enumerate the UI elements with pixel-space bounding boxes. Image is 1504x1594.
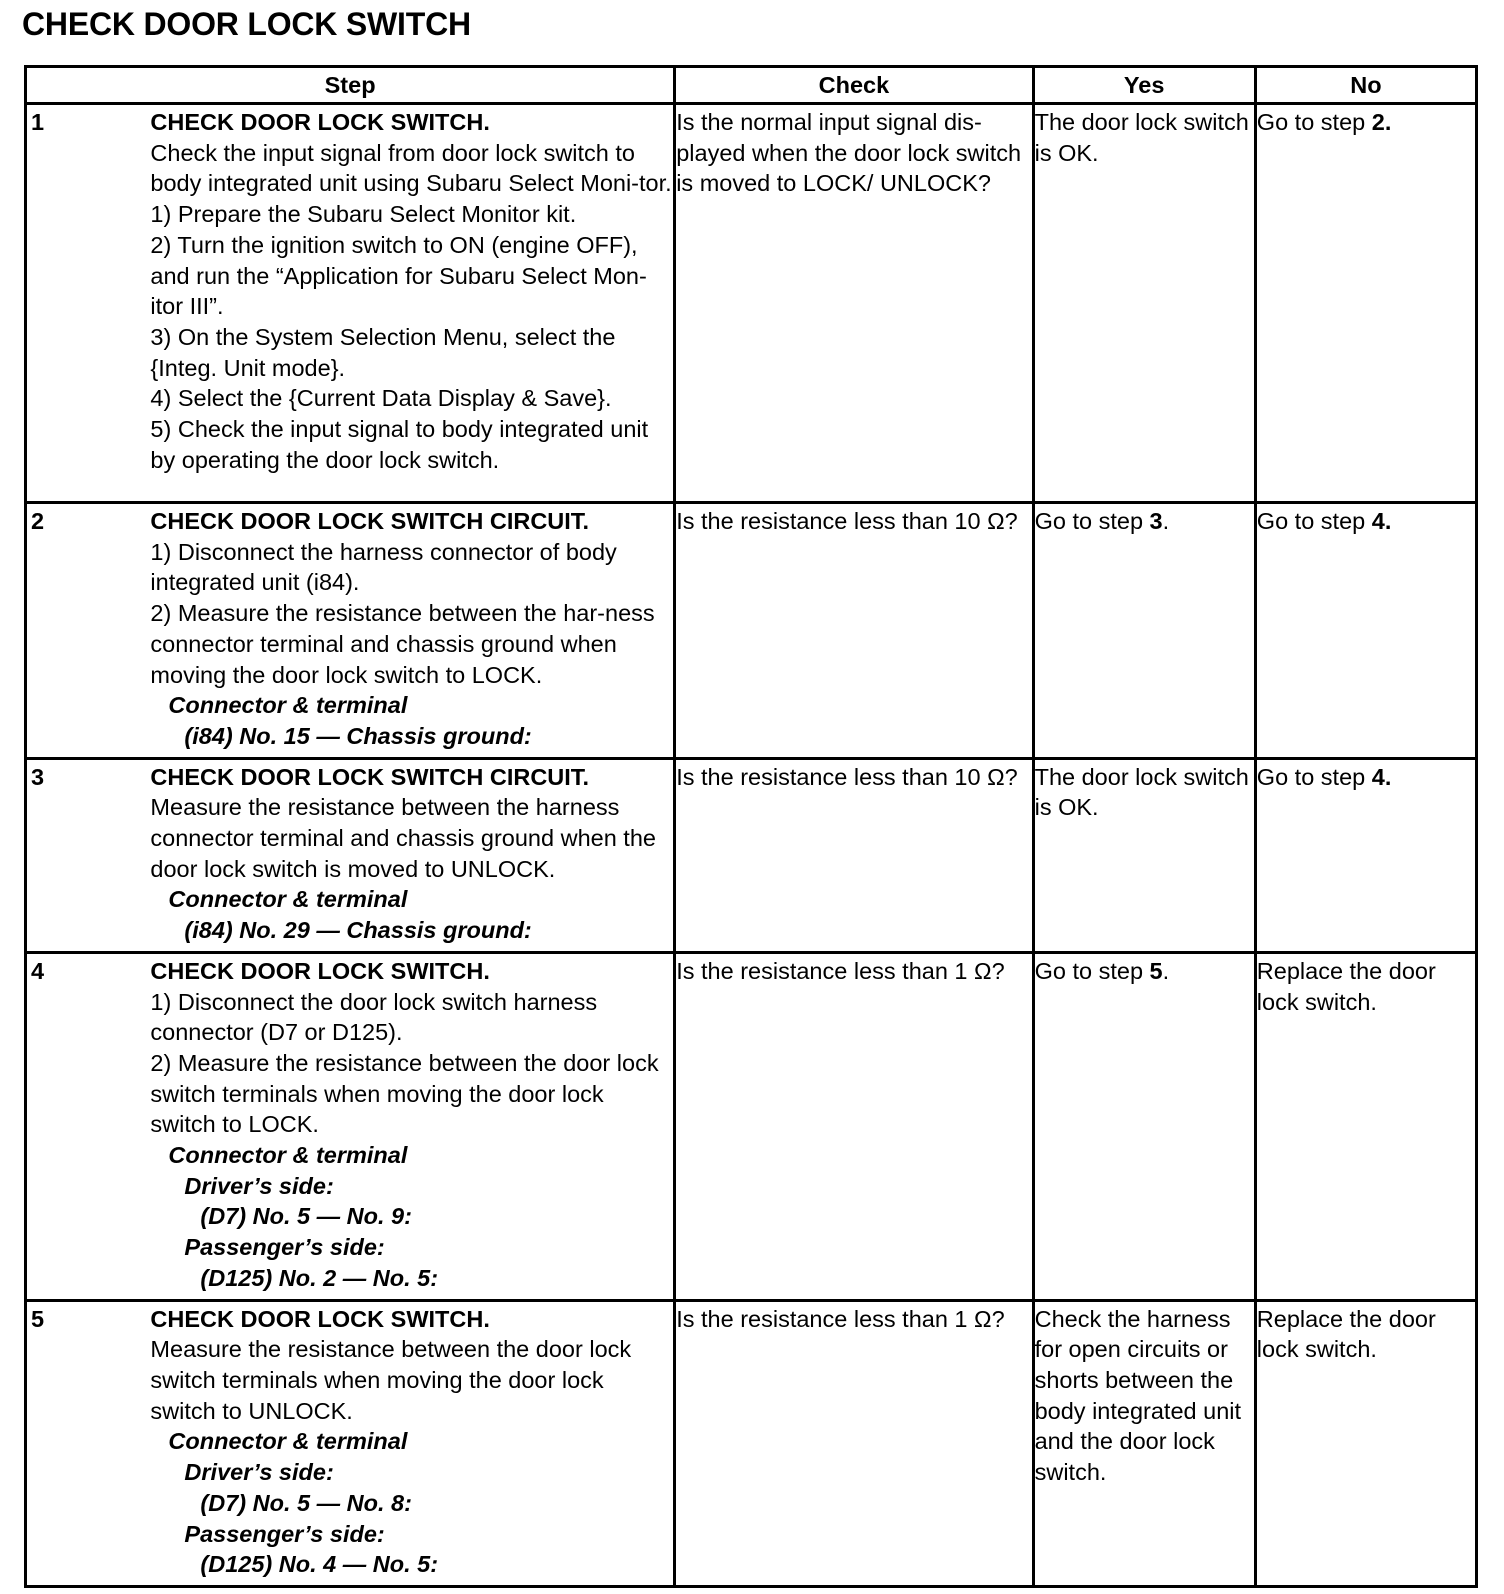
step-line: 2) Measure the resistance between the har-ness connector terminal and chassis ground when moving the door lock switch to LOCK. <box>150 600 655 688</box>
step-line: 2) Measure the resistance between the door lock switch terminals when moving the door lock switch to LOCK. <box>150 1049 659 1138</box>
no-suffix: . <box>1384 508 1392 534</box>
yes-action <box>1033 952 1255 1300</box>
step-title: CHECK DOOR LOCK SWITCH. <box>150 1305 490 1332</box>
header-check: Check <box>675 67 1033 104</box>
step-description <box>150 503 674 759</box>
yes-step-ref: 3 <box>1149 508 1163 534</box>
step-number: 4 <box>26 952 151 1300</box>
no-step-ref: 4 <box>1371 508 1385 534</box>
no-action <box>1255 104 1476 503</box>
connector-heading: Connector & terminal <box>168 1142 408 1169</box>
connector-side: Passenger’s side: <box>184 1234 385 1261</box>
page-title: CHECK DOOR LOCK SWITCH <box>22 6 471 42</box>
connector-heading: Connector & terminal <box>168 692 408 719</box>
connector-heading: Connector & terminal <box>168 1428 408 1455</box>
diagnostic-table <box>24 65 1478 1588</box>
table-row <box>26 104 1477 503</box>
connector-terminal: (D7) No. 5 — No. 8: <box>200 1489 412 1516</box>
connector-side: Passenger’s side: <box>184 1520 385 1547</box>
connector-side: Driver’s side: <box>184 1172 334 1199</box>
step-description <box>150 758 674 952</box>
table-row <box>26 503 1477 759</box>
table-row <box>26 758 1477 952</box>
step-title: CHECK DOOR LOCK SWITCH. <box>150 957 490 984</box>
no-action <box>1255 758 1476 952</box>
step-title: CHECK DOOR LOCK SWITCH. <box>150 109 490 135</box>
step-number: 2 <box>26 503 151 759</box>
yes-action: The door lock switch is OK. <box>1033 758 1255 952</box>
no-action <box>1255 503 1476 759</box>
connector-heading: Connector & terminal <box>168 886 408 913</box>
no-suffix: . <box>1384 109 1392 135</box>
no-suffix: . <box>1384 763 1392 790</box>
yes-action <box>1033 503 1255 759</box>
check-question: Is the resistance less than 10 Ω? <box>675 758 1033 952</box>
no-action: Replace the door lock switch. <box>1255 1300 1476 1586</box>
yes-step-ref: 5 <box>1149 957 1163 984</box>
check-question: Is the resistance less than 1 Ω? <box>675 1300 1033 1586</box>
step-title: CHECK DOOR LOCK SWITCH CIRCUIT. <box>150 763 590 790</box>
yes-action: The door lock switch is OK. <box>1033 104 1255 503</box>
step-line: 1) Disconnect the harness connector of body integrated unit (i84). <box>150 538 617 596</box>
check-question: Is the resistance less than 10 Ω? <box>675 503 1033 759</box>
no-text: Go to step <box>1256 508 1372 534</box>
step-line: 1) Prepare the Subaru Select Monitor kit. <box>150 201 577 228</box>
step-description <box>150 952 674 1300</box>
yes-action: Check the harness for open circuits or shorts between the body integrated unit and the door lock switch. <box>1033 1300 1255 1586</box>
connector-terminal: (D125) No. 4 — No. 5: <box>200 1551 439 1578</box>
connector-terminal: (i84) No. 15 — Chassis ground: <box>184 722 532 749</box>
step-number: 1 <box>26 104 151 503</box>
check-question: Is the normal input signal dis-played when the door lock switch is moved to LOCK/ UNLOCK? <box>675 104 1033 503</box>
connector-terminal: (D7) No. 5 — No. 9: <box>200 1203 412 1230</box>
step-title: CHECK DOOR LOCK SWITCH CIRCUIT. <box>150 508 590 534</box>
header-yes: Yes <box>1033 67 1255 104</box>
yes-suffix: . <box>1162 508 1170 534</box>
step-description <box>150 104 674 503</box>
step-number: 5 <box>26 1300 151 1586</box>
step-description <box>150 1300 674 1586</box>
step-line: Check the input signal from door lock switch to body integrated unit using Subaru Select Moni-tor. <box>150 139 672 197</box>
step-line: Measure the resistance between the harness connector terminal and chassis ground when the door lock switch is moved to UNLOCK. <box>150 794 656 882</box>
check-question: Is the resistance less than 1 Ω? <box>675 952 1033 1300</box>
connector-terminal: (i84) No. 29 — Chassis ground: <box>184 917 532 944</box>
no-step-ref: 4 <box>1371 763 1385 790</box>
step-line: 2) Turn the ignition switch to ON (engine OFF), and run the “Application for Subaru Select Mon-itor III”. <box>150 231 647 320</box>
connector-side: Driver’s side: <box>184 1459 334 1486</box>
header-no: No <box>1255 67 1476 104</box>
no-action: Replace the door lock switch. <box>1255 952 1476 1300</box>
header-step: Step <box>26 67 675 104</box>
header-row <box>26 67 1477 104</box>
connector-terminal: (D125) No. 2 — No. 5: <box>200 1264 439 1291</box>
table-row <box>26 1300 1477 1586</box>
no-text: Go to step <box>1256 109 1372 135</box>
step-line: 1) Disconnect the door lock switch harness connector (D7 or D125). <box>150 988 598 1046</box>
step-line: 3) On the System Selection Menu, select the {Integ. Unit mode}. <box>150 323 616 381</box>
no-step-ref: 2 <box>1371 109 1385 135</box>
table-row <box>26 952 1477 1300</box>
step-number: 3 <box>26 758 151 952</box>
yes-suffix: . <box>1162 957 1170 984</box>
step-line: 4) Select the {Current Data Display & Save}. <box>150 385 612 412</box>
step-line: 5) Check the input signal to body integrated unit by operating the door lock switch. <box>150 416 649 473</box>
step-line: Measure the resistance between the door lock switch terminals when moving the door lock switch to UNLOCK. <box>150 1336 632 1424</box>
yes-text: Go to step <box>1034 957 1150 984</box>
no-text: Go to step <box>1256 763 1372 790</box>
yes-text: Go to step <box>1034 508 1150 534</box>
